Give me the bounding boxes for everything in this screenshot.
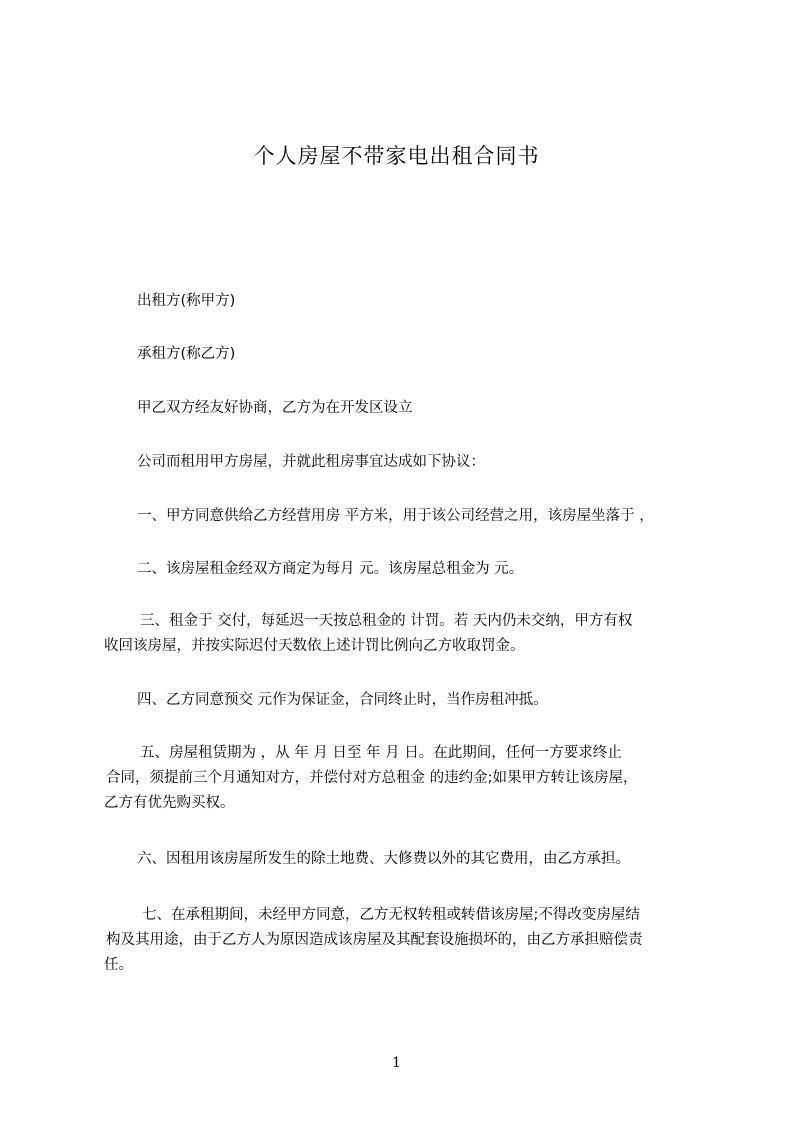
- paragraph-line: 五、房屋租赁期为 ，从 年 月 日至 年 月 日。在此期间，任何一方要求终止: [140, 745, 622, 761]
- paragraph-line: 收回该房屋，并按实际迟付天数依上述计罚比例向乙方收取罚金。: [104, 638, 525, 654]
- clause-5: [104, 741, 704, 816]
- paragraph-line: 任。: [104, 957, 133, 973]
- paragraph-line: 出租方(称甲方): [137, 293, 236, 309]
- paragraph-line: 甲乙双方经友好协商，乙方为在开发区设立: [137, 400, 413, 416]
- paragraph-line: 合同，须提前三个月通知对方，并偿付对方总租金 的违约金;如果甲方转让该房屋，: [106, 770, 638, 786]
- document-title: 个人房屋不带家电出租合同书: [253, 144, 540, 168]
- paragraph-line: 承租方(称乙方): [137, 346, 236, 362]
- clause-4: [104, 688, 704, 713]
- paragraph-line: 一、甲方同意供给乙方经营用房 平方米，用于该公司经营之用，该房屋坐落于 ，: [137, 508, 654, 524]
- clause-3: [104, 609, 704, 659]
- paragraph-line: 三、租金于 交付，每延迟一天按总租金的 计罚。若 天内仍未交纳，甲方有权: [140, 613, 633, 629]
- clause-7: [104, 903, 704, 978]
- paragraph-line: 四、乙方同意预交 元作为保证金，合同终止时，当作房租冲抵。: [137, 692, 548, 708]
- clause-2: [104, 557, 704, 582]
- paragraph-intro-1: [104, 396, 704, 421]
- page-number: 1: [392, 1055, 401, 1071]
- clause-6: [104, 847, 704, 872]
- paragraph-line: 七、在承租期间，未经甲方同意，乙方无权转租或转借该房屋;不得改变房屋结: [142, 907, 640, 923]
- paragraph-line: 公司而租用甲方房屋，并就此租房事宜达成如下协议：: [137, 454, 485, 470]
- paragraph-line: 乙方有优先购买权。: [104, 795, 235, 811]
- paragraph-lessee: [104, 342, 704, 367]
- paragraph-lessor: [104, 289, 704, 314]
- paragraph-line: 构及其用途，由于乙方人为原因造成该房屋及其配套设施损坏的，由乙方承担赔偿责: [106, 932, 643, 948]
- paragraph-intro-2: [104, 450, 704, 475]
- paragraph-line: 六、因租用该房屋所发生的除土地费、大修费以外的其它费用，由乙方承担。: [137, 851, 630, 867]
- paragraph-line: 二、该房屋租金经双方商定为每月 元。该房屋总租金为 元。: [137, 561, 524, 577]
- clause-1: [104, 504, 704, 529]
